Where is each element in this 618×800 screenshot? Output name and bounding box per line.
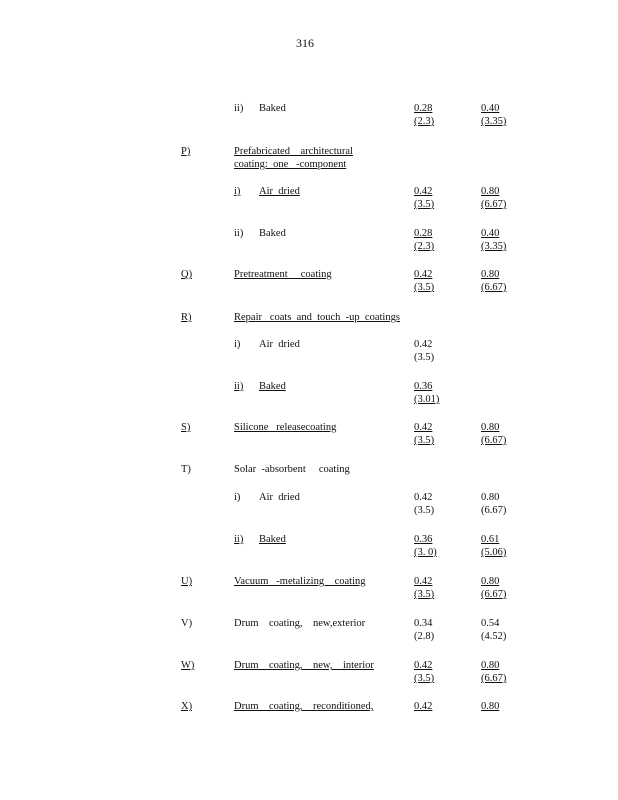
letter-item-label: Q) xyxy=(181,269,193,280)
v1-value: 0.28 (2.3) xyxy=(414,228,435,252)
num-item-label: ii) xyxy=(234,228,244,239)
v1-value: 0.28 (2.3) xyxy=(414,103,435,127)
letter-item-label: T) xyxy=(181,464,191,475)
v1-value: 0.42 xyxy=(414,701,433,712)
desc-item-text: Drum coating, new,exterior xyxy=(234,618,366,629)
v1-value: 0.42 (3.5) xyxy=(414,422,435,446)
v1-value: 0.36 (3.01) xyxy=(414,381,440,405)
v2-value: 0.80 (6.67) xyxy=(481,660,507,684)
num-item-label: i) xyxy=(234,339,241,350)
v2-value: 0.80 (6.67) xyxy=(481,576,507,600)
letter-item-label: S) xyxy=(181,422,191,433)
v2-value: 0.40 (3.35) xyxy=(481,103,507,127)
label-item-text: Baked xyxy=(259,103,286,114)
v1-value: 0.36 (3. 0) xyxy=(414,534,437,558)
v1-value: 0.42 (3.5) xyxy=(414,269,435,293)
v1-value: 0.42 (3.5) xyxy=(414,339,435,363)
v1-value: 0.42 (3.5) xyxy=(414,186,435,210)
label-item-text: Baked xyxy=(259,381,286,392)
desc-item-text: Vacuum -metalizing coating xyxy=(234,576,366,587)
v2-value: 0.80 (6.67) xyxy=(481,422,507,446)
desc-item-text: Solar -absorbent coating xyxy=(234,464,350,475)
desc-item-text: Drum coating, reconditioned, xyxy=(234,701,374,712)
v2-value: 0.80 xyxy=(481,701,500,712)
num-item-label: i) xyxy=(234,186,241,197)
num-item-label: i) xyxy=(234,492,241,503)
desc-item-text: Pretreatment coating xyxy=(234,269,332,280)
label-item-text: Baked xyxy=(259,228,286,239)
letter-item-label: U) xyxy=(181,576,193,587)
desc-item-text: Prefabricated architectural coating: one -component xyxy=(234,146,353,170)
v2-value: 0.80 (6.67) xyxy=(481,269,507,293)
v1-value: 0.42 (3.5) xyxy=(414,576,435,600)
num-item-label: ii) xyxy=(234,103,244,114)
letter-item-label: W) xyxy=(181,660,195,671)
v1-value: 0.42 (3.5) xyxy=(414,660,435,684)
v1-value: 0.34 (2.8) xyxy=(414,618,435,642)
num-item-label: ii) xyxy=(234,381,244,392)
label-item-text: Air dried xyxy=(259,186,300,197)
v2-value: 0.40 (3.35) xyxy=(481,228,507,252)
v2-value: 0.61 (5.06) xyxy=(481,534,507,558)
letter-item-label: R) xyxy=(181,312,192,323)
v2-value: 0.80 (6.67) xyxy=(481,492,507,516)
desc-item-text: Silicone releasecoating xyxy=(234,422,337,433)
label-item-text: Air dried xyxy=(259,339,300,350)
letter-item-label: V) xyxy=(181,618,193,629)
page-number: 316 xyxy=(296,36,314,50)
v2-value: 0.54 (4.52) xyxy=(481,618,507,642)
label-item-text: Baked xyxy=(259,534,286,545)
desc-item-text: Drum coating, new, interior xyxy=(234,660,374,671)
v1-value: 0.42 (3.5) xyxy=(414,492,435,516)
desc-item-text: Repair coats and touch -up coatings xyxy=(234,312,400,323)
letter-item-label: X) xyxy=(181,701,193,712)
letter-item-label: P) xyxy=(181,146,191,157)
num-item-label: ii) xyxy=(234,534,244,545)
label-item-text: Air dried xyxy=(259,492,300,503)
v2-value: 0.80 (6.67) xyxy=(481,186,507,210)
